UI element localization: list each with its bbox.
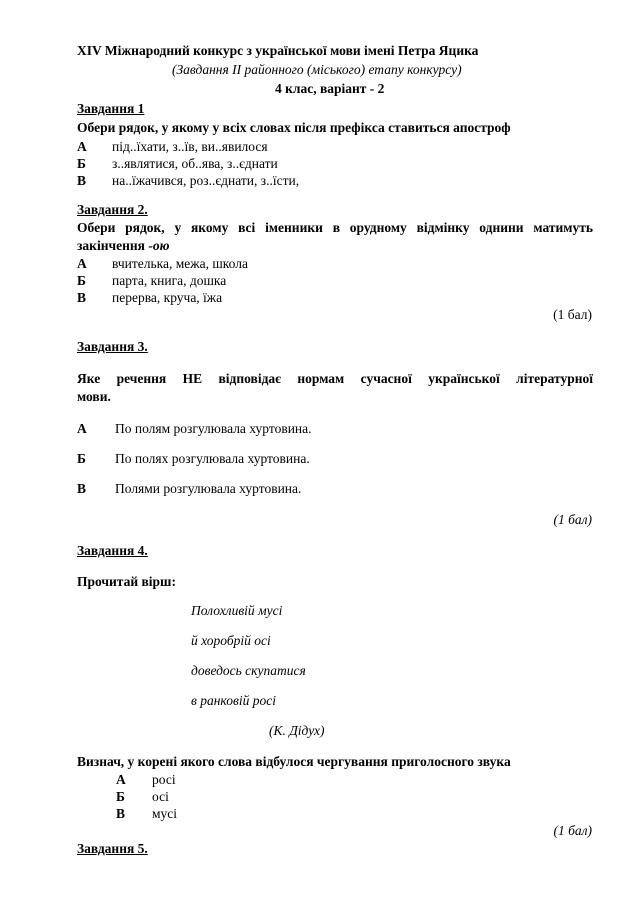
poem-line: в ранковій росі: [191, 693, 276, 708]
task3-score: (1 бал): [553, 512, 592, 527]
option-text: парта, книга, дошка: [112, 273, 227, 288]
task3-heading: Завдання 3.: [77, 339, 148, 354]
task3-option-a: [77, 421, 312, 437]
option-letter: В: [77, 290, 87, 305]
task2-option-c: [77, 290, 223, 306]
task1-option-a: [77, 139, 268, 155]
task2-option-a: [77, 256, 248, 272]
poem-line: Полохливій мусі: [191, 603, 283, 618]
contest-subtitle: (Завдання ІІ районного (міського) етапу конкурсу): [172, 62, 462, 77]
option-letter: А: [77, 256, 87, 271]
poem-line: й хоробрій осі: [191, 633, 271, 648]
poem-author: (К. Дідух): [269, 723, 325, 738]
option-letter: А: [77, 139, 87, 154]
option-letter: А: [116, 772, 126, 787]
task4-option-c: [116, 806, 178, 822]
option-letter: В: [116, 806, 126, 821]
option-text: на..їжачився, роз..єднати, з..їсти,: [112, 173, 300, 188]
option-text: По полям розгулювала хуртовина.: [115, 421, 312, 436]
task2-question-prefix: закінчення: [77, 238, 149, 253]
option-letter: В: [77, 481, 87, 496]
grade-variant: 4 клас, варіант - 2: [275, 81, 385, 96]
task4-score: (1 бал): [553, 823, 592, 838]
task1-question: Обери рядок, у якому у всіх словах після префікса ставиться апостроф: [77, 120, 511, 135]
option-text: під..їхати, з..їв, ви..явилося: [112, 139, 268, 154]
option-text: з..являтися, об..ява, з..єднати: [112, 156, 278, 171]
option-text: По полях розгулювала хуртовина.: [115, 451, 310, 466]
task2-question-line1: Обери рядок, у якому всі іменники в орудному відмінку однини матимуть: [77, 220, 593, 235]
option-text: мусі: [152, 806, 178, 821]
task3-option-c: [77, 481, 302, 497]
task1-option-b: [77, 156, 278, 172]
task4-option-b: [116, 789, 169, 805]
option-letter: Б: [77, 451, 86, 466]
option-text: осі: [152, 789, 169, 804]
option-letter: В: [77, 173, 87, 188]
task2-ending: -ою: [148, 238, 170, 253]
task4-question: Визнач, у корені якого слова відбулося чергування приголосного звука: [77, 754, 511, 769]
contest-title: XIV Міжнародний конкурс з української мови імені Петра Яцика: [77, 43, 479, 58]
option-letter: А: [77, 421, 87, 436]
task2-score: (1 бал): [553, 307, 592, 322]
task4-intro: Прочитай вірш:: [77, 574, 176, 589]
task4-heading: Завдання 4.: [77, 543, 148, 558]
task3-question-line2: мови.: [77, 389, 111, 404]
option-letter: Б: [77, 156, 86, 171]
task2-option-b: [77, 273, 227, 289]
option-letter: Б: [116, 789, 125, 804]
option-letter: Б: [77, 273, 86, 288]
task1-option-c: [77, 173, 300, 189]
task3-question-line1: Яке речення НЕ відповідає нормам сучасної української літературної: [77, 371, 593, 386]
task3-option-b: [77, 451, 310, 467]
poem-line: доведось скупатися: [191, 663, 306, 678]
task4-option-a: [116, 772, 176, 788]
task2-heading: Завдання 2.: [77, 202, 148, 217]
task1-heading: Завдання 1: [77, 101, 145, 116]
task2-question-line2: [77, 238, 169, 254]
option-text: росі: [152, 772, 176, 787]
option-text: перерва, круча, їжа: [112, 290, 223, 305]
option-text: вчителька, межа, школа: [112, 256, 248, 271]
option-text: Полями розгулювала хуртовина.: [115, 481, 302, 496]
task5-heading: Завдання 5.: [77, 841, 148, 856]
